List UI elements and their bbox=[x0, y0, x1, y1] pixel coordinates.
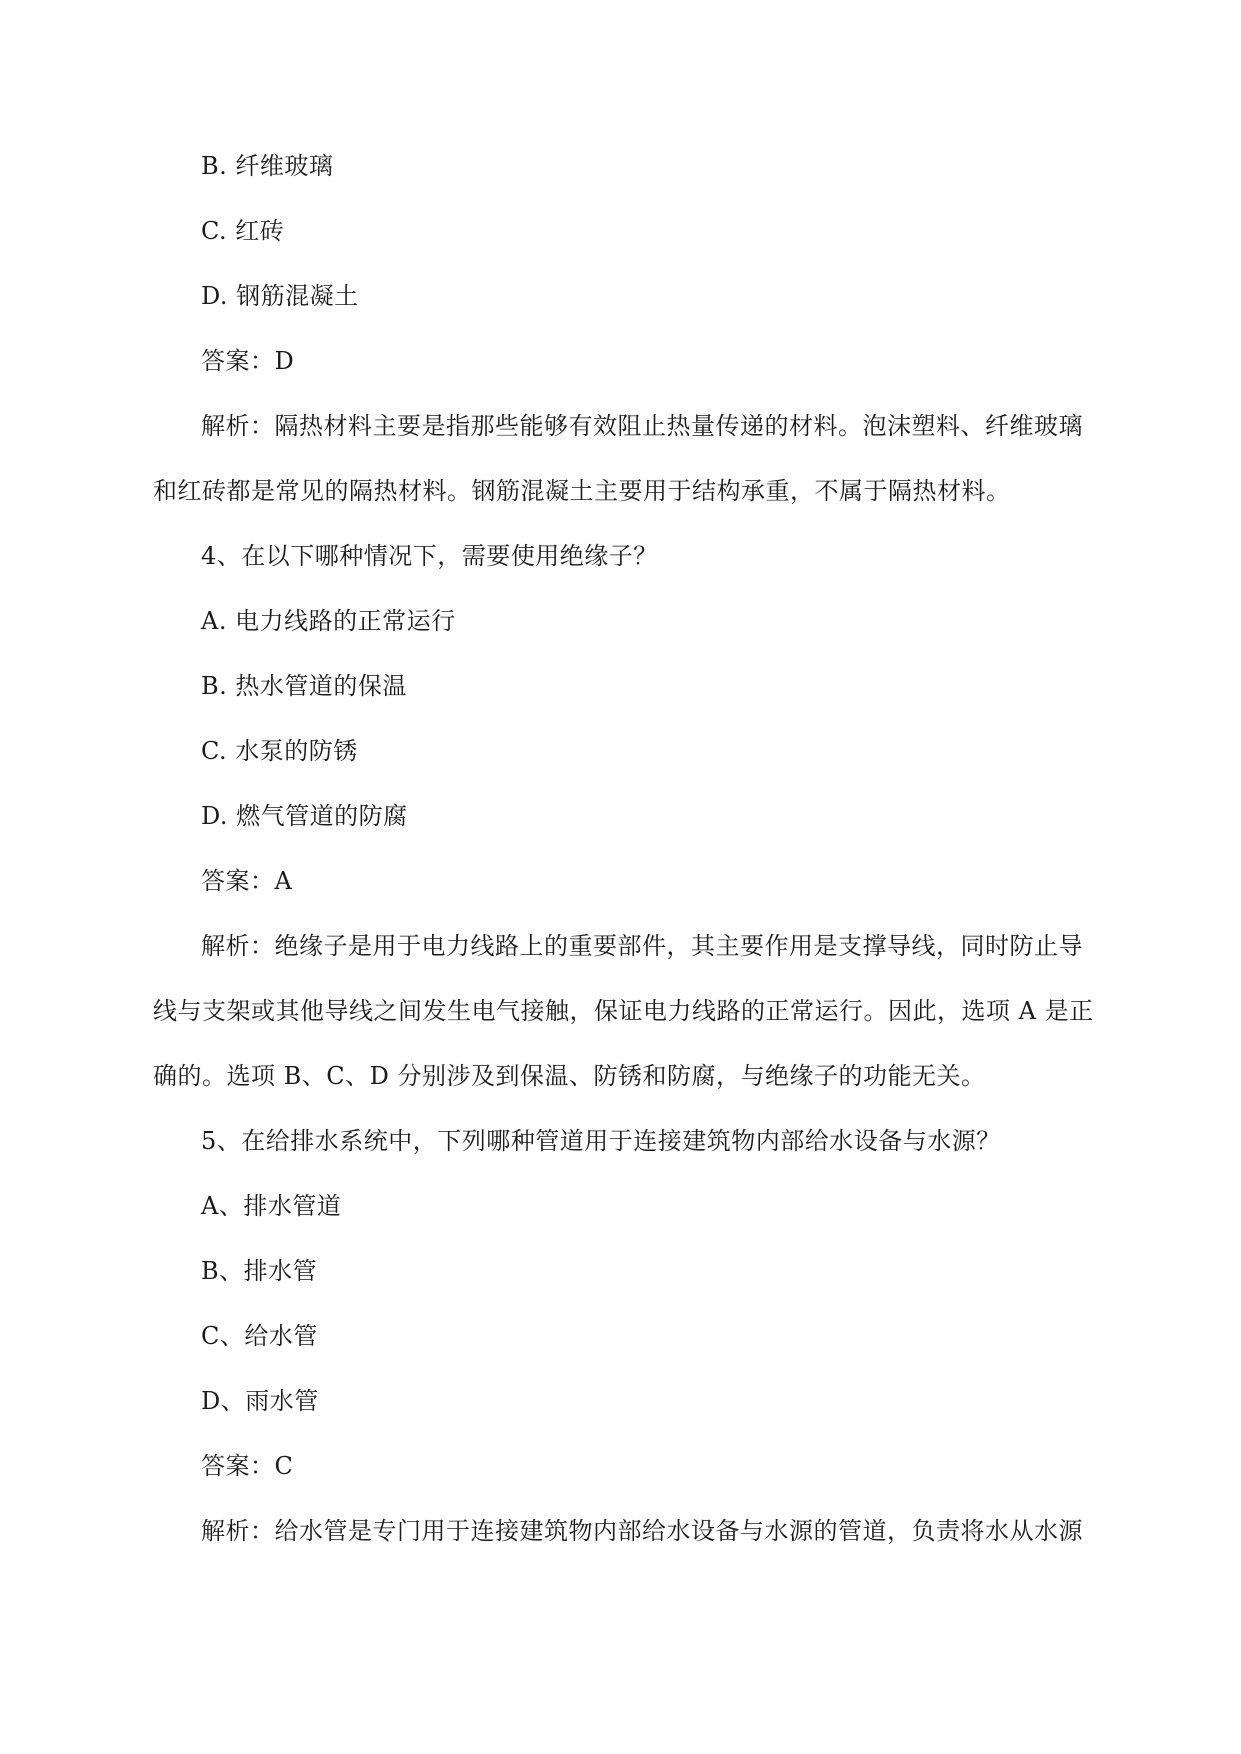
q3-analysis-line-2: 和红砖都是常见的隔热材料。钢筋混凝土主要用于结构承重，不属于隔热材料。 bbox=[153, 477, 1011, 505]
q5-option-c: C、给水管 bbox=[201, 1322, 318, 1350]
q4-question: 4、在以下哪种情况下，需要使用绝缘子？ bbox=[201, 542, 658, 570]
q4-option-a: A. 电力线路的正常运行 bbox=[201, 607, 456, 635]
q3-option-d: D. 钢筋混凝土 bbox=[201, 282, 359, 310]
q5-option-a: A、排水管道 bbox=[201, 1192, 342, 1220]
q5-option-b: B、排水管 bbox=[201, 1257, 318, 1285]
q4-analysis-line-2: 线与支架或其他导线之间发生电气接触，保证电力线路的正常运行。因此，选项 A 是正 bbox=[153, 997, 1094, 1025]
q5-question: 5、在给排水系统中，下列哪种管道用于连接建筑物内部给水设备与水源？ bbox=[201, 1127, 1001, 1155]
q5-analysis-line-1: 解析：给水管是专门用于连接建筑物内部给水设备与水源的管道，负责将水从水源 bbox=[201, 1517, 1083, 1545]
q4-analysis-line-1: 解析：绝缘子是用于电力线路上的重要部件，其主要作用是支撑导线，同时防止导 bbox=[201, 932, 1083, 960]
q3-option-c: C. 红砖 bbox=[201, 217, 285, 245]
q3-analysis-line-1: 解析：隔热材料主要是指那些能够有效阻止热量传递的材料。泡沫塑料、纤维玻璃 bbox=[201, 412, 1083, 440]
q4-answer: 答案：A bbox=[201, 867, 293, 895]
q5-option-d: D、雨水管 bbox=[201, 1387, 319, 1415]
q4-option-c: C. 水泵的防锈 bbox=[201, 737, 358, 765]
q4-option-b: B. 热水管道的保温 bbox=[201, 672, 407, 700]
q5-answer: 答案：C bbox=[201, 1452, 294, 1480]
q3-option-b: B. 纤维玻璃 bbox=[201, 152, 334, 180]
q3-answer: 答案：D bbox=[201, 347, 295, 375]
q4-analysis-line-3: 确的。选项 B、C、D 分别涉及到保温、防锈和防腐，与绝缘子的功能无关。 bbox=[153, 1062, 986, 1090]
q4-option-d: D. 燃气管道的防腐 bbox=[201, 802, 408, 830]
